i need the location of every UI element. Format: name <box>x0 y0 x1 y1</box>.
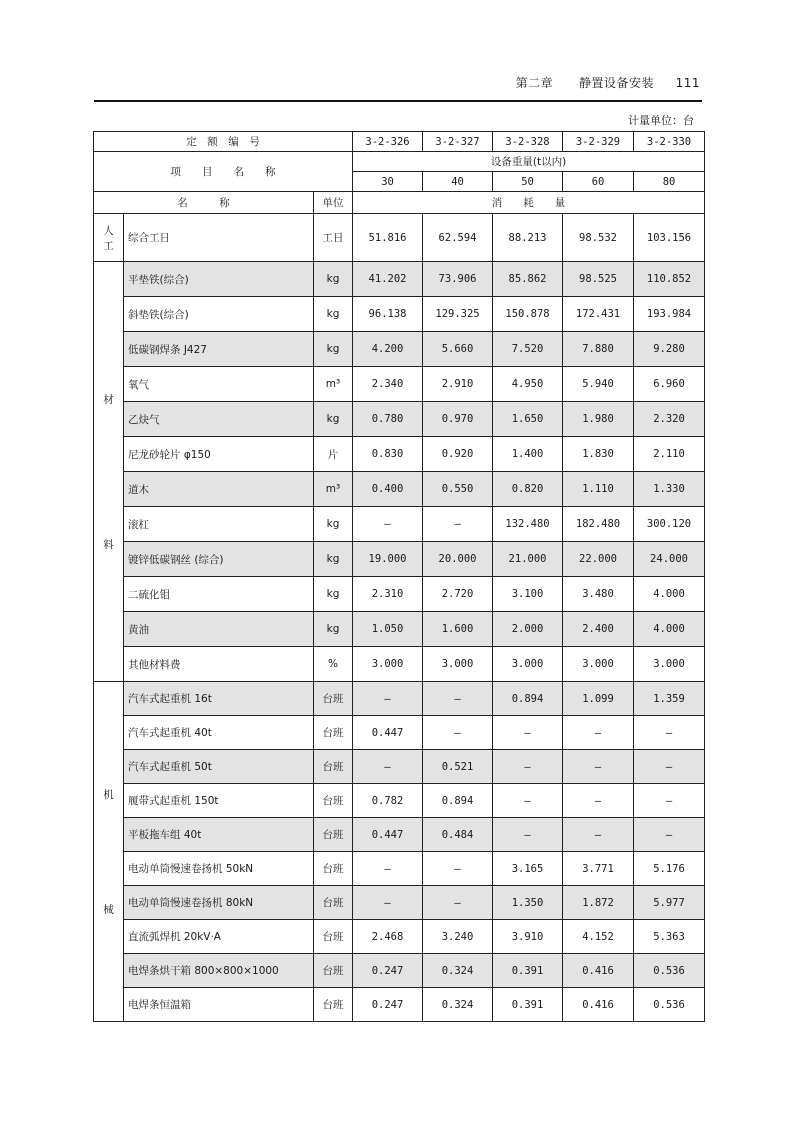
value-cell: 0.416 <box>563 988 634 1022</box>
value-cell: — <box>634 818 705 852</box>
item-name: 黄油 <box>124 612 314 647</box>
item-unit: 台班 <box>314 886 353 920</box>
table-row <box>94 988 705 1022</box>
value-cell: 3.000 <box>423 647 493 682</box>
value-cell: 0.447 <box>353 716 423 750</box>
value-cell: 1.830 <box>563 437 634 472</box>
value-cell: 0.391 <box>493 954 563 988</box>
value-cell: — <box>353 682 423 716</box>
value-cell: — <box>563 750 634 784</box>
chapter-label: 第二章 <box>515 76 554 90</box>
item-unit: 台班 <box>314 920 353 954</box>
measurement-unit-note: 计量单位：台 <box>628 114 694 127</box>
value-cell: 0.247 <box>353 954 423 988</box>
value-cell: 21.000 <box>493 542 563 577</box>
table-row <box>94 437 705 472</box>
code-cell: 3-2-326 <box>353 132 423 152</box>
header-text <box>516 74 700 91</box>
param-cell: 60 <box>563 172 634 192</box>
item-name: 汽车式起重机 40t <box>124 716 314 750</box>
value-cell: 0.521 <box>423 750 493 784</box>
value-cell: 4.000 <box>634 612 705 647</box>
item-unit: 台班 <box>314 818 353 852</box>
value-cell: — <box>353 507 423 542</box>
table-row <box>94 262 705 297</box>
page-number: 111 <box>675 76 700 90</box>
table-row <box>94 542 705 577</box>
value-cell: — <box>423 716 493 750</box>
value-cell: 2.340 <box>353 367 423 402</box>
value-cell: 182.480 <box>563 507 634 542</box>
value-cell: 0.324 <box>423 988 493 1022</box>
table-row <box>94 852 705 886</box>
table-row <box>94 886 705 920</box>
table-row <box>94 214 705 262</box>
item-unit: % <box>314 647 353 682</box>
name-column-header: 名 称 <box>94 192 314 214</box>
table-row <box>94 682 705 716</box>
category-labor <box>94 214 124 262</box>
value-cell: — <box>423 852 493 886</box>
value-cell: 1.400 <box>493 437 563 472</box>
value-cell: 9.280 <box>634 332 705 367</box>
table-row <box>94 750 705 784</box>
value-cell: 5.977 <box>634 886 705 920</box>
value-cell: 172.431 <box>563 297 634 332</box>
code-cell: 3-2-330 <box>634 132 705 152</box>
value-cell: 0.894 <box>493 682 563 716</box>
value-cell: 2.720 <box>423 577 493 612</box>
item-name: 平垫铁(综合) <box>124 262 314 297</box>
value-cell: 0.447 <box>353 818 423 852</box>
item-unit: kg <box>314 612 353 647</box>
value-cell: 3.100 <box>493 577 563 612</box>
value-cell: 2.000 <box>493 612 563 647</box>
value-cell: — <box>634 784 705 818</box>
value-cell: 0.247 <box>353 988 423 1022</box>
value-cell: — <box>493 750 563 784</box>
value-cell: 1.650 <box>493 402 563 437</box>
value-cell: 1.872 <box>563 886 634 920</box>
value-cell: — <box>353 852 423 886</box>
table-row <box>94 367 705 402</box>
value-cell: 0.391 <box>493 988 563 1022</box>
item-unit: 台班 <box>314 954 353 988</box>
value-cell: 0.830 <box>353 437 423 472</box>
value-cell: 2.468 <box>353 920 423 954</box>
table-row <box>94 507 705 542</box>
value-cell: 5.176 <box>634 852 705 886</box>
item-unit: 片 <box>314 437 353 472</box>
item-unit: kg <box>314 297 353 332</box>
category-char: 材 <box>103 393 114 406</box>
value-cell: 0.400 <box>353 472 423 507</box>
code-label: 定 额 编 号 <box>94 132 353 152</box>
value-cell: 4.000 <box>634 577 705 612</box>
table-row <box>94 332 705 367</box>
table-row <box>94 818 705 852</box>
section-title: 静置设备安装 <box>579 76 655 90</box>
item-unit: 台班 <box>314 716 353 750</box>
value-cell: 1.359 <box>634 682 705 716</box>
category-machinery <box>94 682 124 1022</box>
value-cell: 0.550 <box>423 472 493 507</box>
item-unit: m³ <box>314 367 353 402</box>
item-unit: kg <box>314 262 353 297</box>
item-name: 电动单筒慢速卷扬机 80kN <box>124 886 314 920</box>
item-name: 二硫化钼 <box>124 577 314 612</box>
value-cell: — <box>563 784 634 818</box>
item-unit: m³ <box>314 472 353 507</box>
value-cell: 193.984 <box>634 297 705 332</box>
value-cell: 0.536 <box>634 954 705 988</box>
table-row <box>94 577 705 612</box>
category-char: 械 <box>103 903 114 916</box>
value-cell: 1.600 <box>423 612 493 647</box>
value-cell: 132.480 <box>493 507 563 542</box>
value-cell: 1.350 <box>493 886 563 920</box>
item-name: 电焊条烘干箱 800×800×1000 <box>124 954 314 988</box>
value-cell: — <box>563 818 634 852</box>
value-cell: 300.120 <box>634 507 705 542</box>
code-cell: 3-2-328 <box>493 132 563 152</box>
value-cell: 41.202 <box>353 262 423 297</box>
value-cell: 0.920 <box>423 437 493 472</box>
code-row <box>94 132 705 152</box>
param-label-row <box>94 152 705 172</box>
value-cell: 7.880 <box>563 332 634 367</box>
value-cell: — <box>493 818 563 852</box>
value-cell: 1.110 <box>563 472 634 507</box>
item-unit: 工日 <box>314 214 353 262</box>
table-row <box>94 647 705 682</box>
category-char: 料 <box>103 538 114 551</box>
value-cell: 88.213 <box>493 214 563 262</box>
value-cell: 0.324 <box>423 954 493 988</box>
column-header-row <box>94 192 705 214</box>
value-cell: 2.910 <box>423 367 493 402</box>
value-cell: 85.862 <box>493 262 563 297</box>
value-cell: 3.771 <box>563 852 634 886</box>
item-unit: kg <box>314 507 353 542</box>
table-row <box>94 402 705 437</box>
value-cell: 3.480 <box>563 577 634 612</box>
value-cell: — <box>493 716 563 750</box>
item-unit: 台班 <box>314 750 353 784</box>
param-cell: 80 <box>634 172 705 192</box>
value-cell: 3.000 <box>563 647 634 682</box>
item-unit: 台班 <box>314 988 353 1022</box>
item-name: 汽车式起重机 16t <box>124 682 314 716</box>
item-name: 道木 <box>124 472 314 507</box>
item-name: 镀锌低碳钢丝 (综合) <box>124 542 314 577</box>
value-cell: 3.000 <box>634 647 705 682</box>
value-cell: 6.960 <box>634 367 705 402</box>
value-cell: 96.138 <box>353 297 423 332</box>
value-cell: 19.000 <box>353 542 423 577</box>
unit-column-header: 单位 <box>314 192 353 214</box>
value-cell: 150.878 <box>493 297 563 332</box>
param-cell: 50 <box>493 172 563 192</box>
item-name: 汽车式起重机 50t <box>124 750 314 784</box>
value-cell: — <box>634 750 705 784</box>
value-cell: 0.894 <box>423 784 493 818</box>
category-char: 人 <box>103 224 114 237</box>
value-cell: — <box>353 886 423 920</box>
item-name: 斜垫铁(综合) <box>124 297 314 332</box>
value-cell: — <box>353 750 423 784</box>
value-cell: 3.910 <box>493 920 563 954</box>
param-cell: 30 <box>353 172 423 192</box>
value-cell: 98.525 <box>563 262 634 297</box>
value-cell: — <box>563 716 634 750</box>
value-cell: 4.152 <box>563 920 634 954</box>
item-label: 项 目 名 称 <box>94 152 353 192</box>
value-cell: 0.970 <box>423 402 493 437</box>
item-name: 电动单筒慢速卷扬机 50kN <box>124 852 314 886</box>
value-cell: 3.000 <box>353 647 423 682</box>
table-row <box>94 784 705 818</box>
page-header <box>94 74 702 102</box>
value-cell: 98.532 <box>563 214 634 262</box>
table-row <box>94 954 705 988</box>
value-cell: — <box>634 716 705 750</box>
item-unit: kg <box>314 332 353 367</box>
value-cell: 73.906 <box>423 262 493 297</box>
value-cell: 0.820 <box>493 472 563 507</box>
value-cell: 129.325 <box>423 297 493 332</box>
item-name: 尼龙砂轮片 φ150 <box>124 437 314 472</box>
value-cell: 3.165 <box>493 852 563 886</box>
value-cell: 1.099 <box>563 682 634 716</box>
value-cell: 2.320 <box>634 402 705 437</box>
item-name: 电焊条恒温箱 <box>124 988 314 1022</box>
value-cell: — <box>423 682 493 716</box>
item-unit: kg <box>314 542 353 577</box>
item-name: 直流弧焊机 20kV·A <box>124 920 314 954</box>
value-cell: 51.816 <box>353 214 423 262</box>
code-cell: 3-2-327 <box>423 132 493 152</box>
item-unit: kg <box>314 577 353 612</box>
consumption-header: 消 耗 量 <box>353 192 705 214</box>
value-cell: 62.594 <box>423 214 493 262</box>
value-cell: 5.940 <box>563 367 634 402</box>
value-cell: — <box>493 784 563 818</box>
item-name: 综合工日 <box>124 214 314 262</box>
value-cell: 1.980 <box>563 402 634 437</box>
value-cell: 1.330 <box>634 472 705 507</box>
value-cell: 2.400 <box>563 612 634 647</box>
value-cell: 2.310 <box>353 577 423 612</box>
category-materials <box>94 262 124 682</box>
value-cell: 0.416 <box>563 954 634 988</box>
category-char: 机 <box>103 788 114 801</box>
value-cell: 110.852 <box>634 262 705 297</box>
category-char: 工 <box>103 239 114 252</box>
item-unit: 台班 <box>314 852 353 886</box>
table-row <box>94 920 705 954</box>
value-cell: 0.780 <box>353 402 423 437</box>
table-row <box>94 297 705 332</box>
item-name: 平板拖车组 40t <box>124 818 314 852</box>
item-name: 乙炔气 <box>124 402 314 437</box>
value-cell: 7.520 <box>493 332 563 367</box>
item-name: 氧气 <box>124 367 314 402</box>
param-label: 设备重量(t以内) <box>353 152 705 172</box>
value-cell: 0.484 <box>423 818 493 852</box>
param-cell: 40 <box>423 172 493 192</box>
item-unit: 台班 <box>314 682 353 716</box>
value-cell: 22.000 <box>563 542 634 577</box>
table-row <box>94 716 705 750</box>
item-name: 滚杠 <box>124 507 314 542</box>
item-name: 低碳钢焊条 J427 <box>124 332 314 367</box>
table-row <box>94 472 705 507</box>
value-cell: 2.110 <box>634 437 705 472</box>
value-cell: 3.240 <box>423 920 493 954</box>
value-cell: 4.950 <box>493 367 563 402</box>
quota-table <box>93 131 705 1022</box>
code-cell: 3-2-329 <box>563 132 634 152</box>
item-unit: kg <box>314 402 353 437</box>
value-cell: 4.200 <box>353 332 423 367</box>
item-name: 履带式起重机 150t <box>124 784 314 818</box>
table-row <box>94 612 705 647</box>
value-cell: — <box>423 507 493 542</box>
item-unit: 台班 <box>314 784 353 818</box>
value-cell: 3.000 <box>493 647 563 682</box>
value-cell: 24.000 <box>634 542 705 577</box>
value-cell: — <box>423 886 493 920</box>
value-cell: 0.536 <box>634 988 705 1022</box>
value-cell: 20.000 <box>423 542 493 577</box>
value-cell: 5.660 <box>423 332 493 367</box>
value-cell: 103.156 <box>634 214 705 262</box>
item-name: 其他材料费 <box>124 647 314 682</box>
value-cell: 0.782 <box>353 784 423 818</box>
value-cell: 5.363 <box>634 920 705 954</box>
value-cell: 1.050 <box>353 612 423 647</box>
